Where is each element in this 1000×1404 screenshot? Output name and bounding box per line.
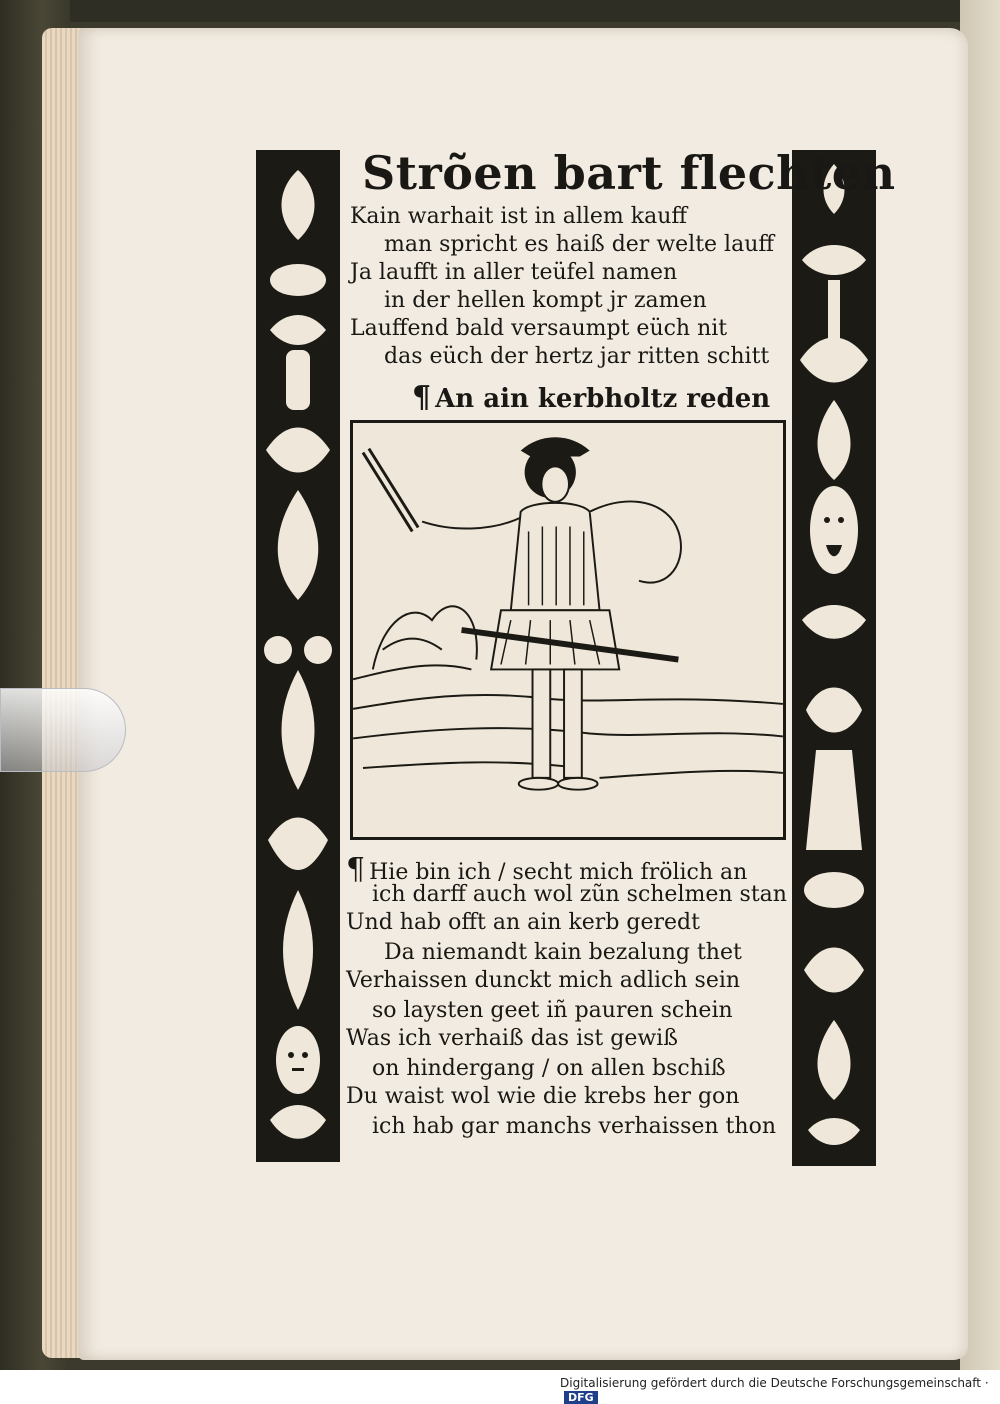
verse-line: Ja laufft in aller teüfel namen <box>350 260 678 285</box>
section-subtitle <box>412 380 770 415</box>
verse-line: Und hab offt an ain kerb geredt <box>346 910 700 935</box>
page-clip <box>0 688 126 772</box>
digitization-footer <box>560 1376 1000 1404</box>
verse-line: ich hab gar manchs verhaissen thon <box>372 1114 776 1139</box>
verse-line: man spricht es haiß der welte lauff <box>384 232 775 257</box>
pilcrow-icon: ¶ <box>412 380 432 415</box>
left-ornament-border <box>256 150 340 1162</box>
verse-line-text: Hie bin ich / secht mich frölich an <box>369 860 748 885</box>
verse-line: on hindergang / on allen bschiß <box>372 1056 726 1081</box>
subtitle-text: An ain kerbholtz reden <box>435 384 771 414</box>
verse-line: so laysten geet iñ pauren schein <box>372 998 733 1023</box>
book-cover-top <box>0 0 1000 22</box>
page-title: Strõen bart flechten <box>362 146 896 200</box>
verse-line: Was ich verhaiß das ist gewiß <box>346 1026 678 1051</box>
dfg-logo: DFG <box>564 1391 598 1404</box>
right-ornament-border <box>792 150 876 1166</box>
ornament-border-icon <box>792 150 876 1166</box>
verse-line: das eüch der hertz jar ritten schitt <box>384 344 770 369</box>
verse-line: Verhaissen dunckt mich adlich sein <box>346 968 741 993</box>
pilcrow-icon: ¶ <box>346 852 366 887</box>
verse-line: Lauffend bald versaumpt eüch nit <box>350 316 728 341</box>
verse-line: in der hellen kompt jr zamen <box>384 288 707 313</box>
verse-line: Da niemandt kain bezalung thet <box>384 940 742 965</box>
footer-text: Digitalisierung gefördert durch die Deutsche Forschungsgemeinschaft · <box>560 1376 989 1390</box>
woodcut-illustration-icon <box>353 423 783 837</box>
verse-line: Du waist wol wie die krebs her gon <box>346 1084 740 1109</box>
verse-line: Kain warhait ist in allem kauff <box>350 204 688 229</box>
verse-line: ich darff auch wol zũn schelmen stan <box>372 882 787 907</box>
woodcut-illustration <box>350 420 786 840</box>
ornament-border-icon <box>256 150 340 1162</box>
